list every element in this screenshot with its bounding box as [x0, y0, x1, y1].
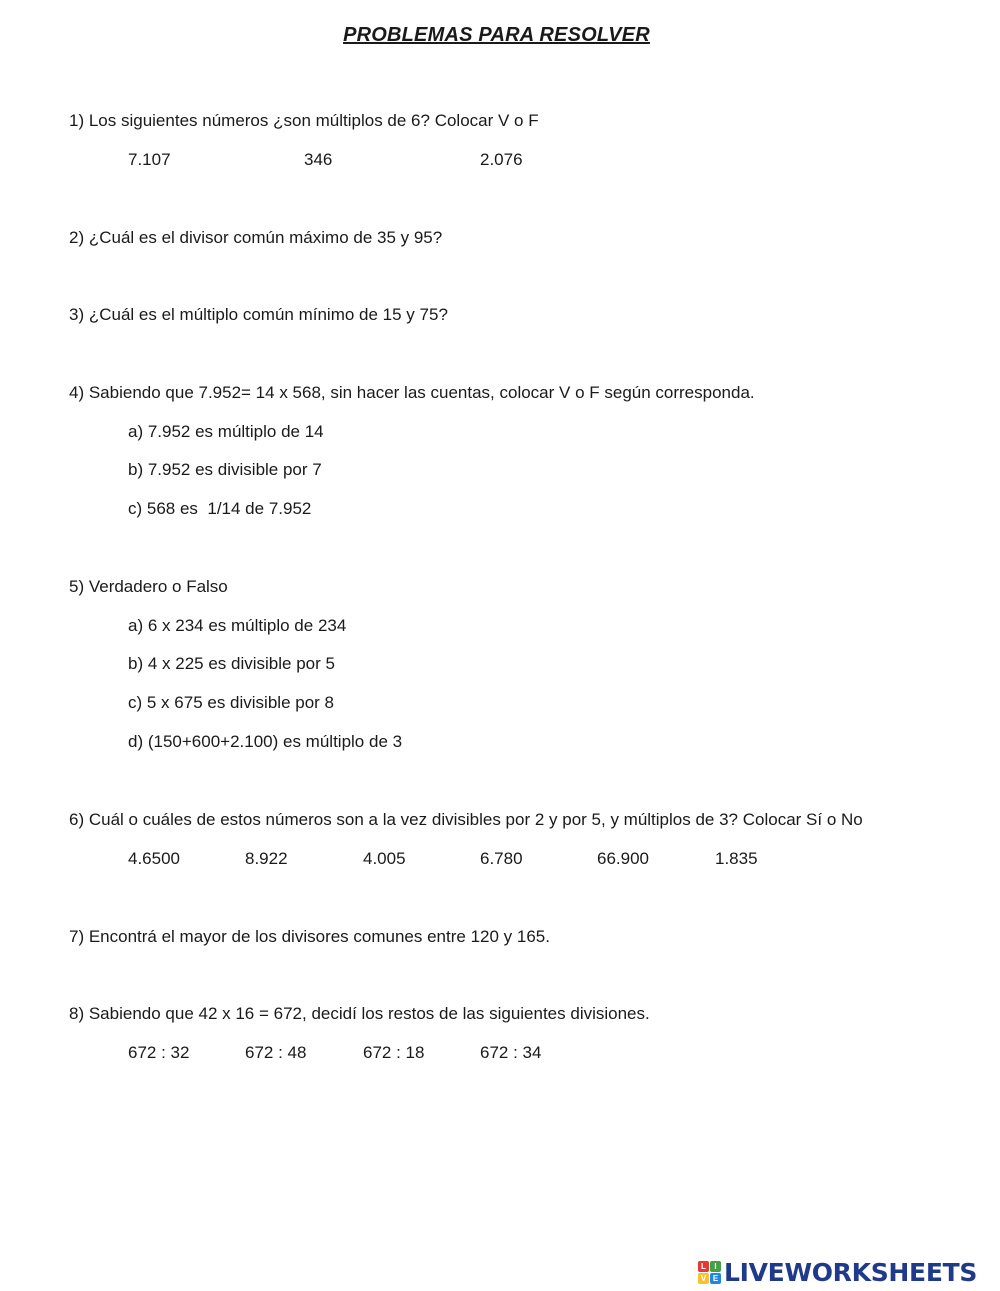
- question-8: 8) Sabiendo que 42 x 16 = 672, decidí los restos de las siguientes divisiones.: [69, 1004, 650, 1023]
- q1-number: 346: [304, 150, 333, 169]
- q5-item: d) (150+600+2.100) es múltiplo de 3: [128, 732, 403, 751]
- q8-division: 672 : 18: [363, 1043, 425, 1062]
- logo-letter: I: [710, 1261, 721, 1272]
- question-7: 7) Encontrá el mayor de los divisores comunes entre 120 y 165.: [69, 927, 550, 946]
- question-5: 5) Verdadero o Falso: [69, 577, 228, 596]
- q5-item: a) 6 x 234 es múltiplo de 234: [128, 616, 347, 635]
- q5-item: b) 4 x 225 es divisible por 5: [128, 654, 335, 673]
- page-title: PROBLEMAS PARA RESOLVER: [343, 24, 650, 46]
- q6-number: 4.6500: [128, 849, 180, 868]
- question-1: 1) Los siguientes números ¿son múltiplos de 6? Colocar V o F: [69, 111, 539, 130]
- logo-text: LIVEWORKSHEETS: [724, 1257, 978, 1287]
- q1-number: 7.107: [128, 150, 171, 169]
- question-3: 3) ¿Cuál es el múltiplo común mínimo de 15 y 75?: [69, 305, 448, 324]
- q6-number: 8.922: [245, 849, 288, 868]
- q6-number: 1.835: [715, 849, 758, 868]
- question-2: 2) ¿Cuál es el divisor común máximo de 35 y 95?: [69, 228, 443, 247]
- q6-number: 6.780: [480, 849, 523, 868]
- logo-letter: V: [698, 1273, 709, 1284]
- q8-division: 672 : 32: [128, 1043, 190, 1062]
- q4-item: b) 7.952 es divisible por 7: [128, 460, 322, 479]
- logo-mark-icon: [698, 1261, 721, 1284]
- q4-item: a) 7.952 es múltiplo de 14: [128, 422, 324, 441]
- q5-item: c) 5 x 675 es divisible por 8: [128, 693, 334, 712]
- logo-letter: E: [710, 1273, 721, 1284]
- q6-number: 66.900: [597, 849, 649, 868]
- q4-item: c) 568 es 1/14 de 7.952: [128, 499, 312, 518]
- question-6: 6) Cuál o cuáles de estos números son a la vez divisibles por 2 y por 5, y múltiplos de 3? Colocar Sí o No: [69, 810, 863, 829]
- q6-number: 4.005: [363, 849, 406, 868]
- liveworksheets-logo: [698, 1254, 977, 1290]
- q8-division: 672 : 48: [245, 1043, 307, 1062]
- logo-letter: L: [698, 1261, 709, 1272]
- question-4: 4) Sabiendo que 7.952= 14 x 568, sin hacer las cuentas, colocar V o F según corresponda.: [69, 383, 755, 402]
- q1-number: 2.076: [480, 150, 523, 169]
- q8-division: 672 : 34: [480, 1043, 542, 1062]
